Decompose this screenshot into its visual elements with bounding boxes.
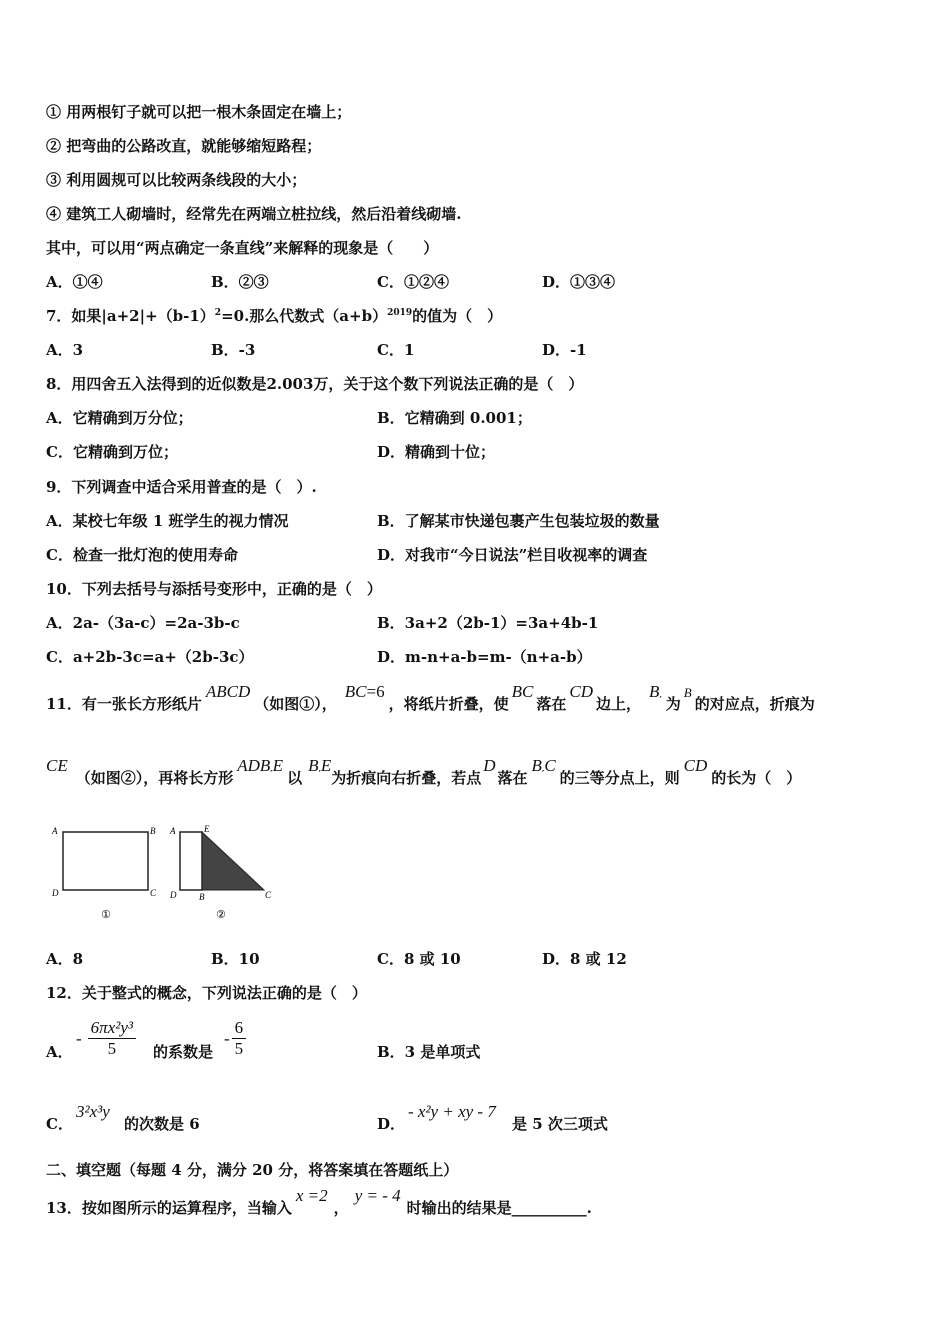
- q10-option-c: C．a+2b-3c=a+（2b-3c）: [46, 648, 254, 666]
- q7-option-a: A．3: [46, 341, 84, 359]
- q12-option-a-text: 的系数是: [153, 1043, 214, 1061]
- q10-option-b: B．3a+2（2b-1）=3a+4b-1: [377, 614, 599, 632]
- q11-option-b: B．10: [211, 950, 260, 968]
- fig1-label-d: D: [52, 888, 59, 898]
- q7-option-c: C．1: [377, 341, 415, 359]
- q12-option-d-expr: - x²y + xy - 7: [408, 1102, 496, 1121]
- fig2-label-e: E: [204, 824, 210, 834]
- q11-option-a: A．8: [46, 950, 84, 968]
- q6-option-c: C．①②④: [377, 273, 449, 291]
- fig2-label-a: A: [170, 826, 176, 836]
- fig1-caption: ①: [101, 908, 111, 921]
- q12-option-d-label: D．: [377, 1115, 406, 1133]
- q11-stem-line2: CE（如图②），再将长方形ADB′E以B′E为折痕向右折叠，若点D落在B′C的三等分点上，则CD的长为（ ）: [46, 756, 802, 787]
- q12-option-a-label: A．: [46, 1043, 73, 1061]
- fig2-caption: ②: [216, 908, 226, 921]
- q13-stem: 13．按如图所示的运算程序，当输入x =2，y = - 4时输出的结果是__________.: [46, 1186, 592, 1217]
- q11-stem-line1: 11．有一张长方形纸片ABCD（如图①），BC=6，将纸片折叠，使BC落在CD边上，B′ 为B的对应点，折痕为: [46, 682, 815, 713]
- q9-stem: 9．下列调查中适合采用普查的是（ ）.: [46, 478, 317, 496]
- section-2-heading: 二、填空题（每题 4 分，满分 20 分，将答案填在答题纸上）: [46, 1161, 459, 1179]
- fig2-label-d: D: [170, 890, 177, 900]
- q12-stem: 12．关于整式的概念，下列说法正确的是（ ）: [46, 984, 367, 1002]
- fig1-label-c: C: [150, 888, 157, 898]
- statement-4: ④ 建筑工人砌墙时，经常先在两端立桩拉线，然后沿着线砌墙.: [46, 205, 462, 223]
- q8-option-c: C．它精确到万位；: [46, 443, 178, 461]
- q8-stem: 8．用四舍五入法得到的近似数是2.003万，关于这个数下列说法正确的是（ ）: [46, 375, 584, 393]
- figure-2: [166, 822, 278, 926]
- fig2-label-c: C: [265, 890, 272, 900]
- statement-3: ③ 利用圆规可以比较两条线段的大小；: [46, 171, 307, 189]
- q8-option-d: D．精确到十位；: [377, 443, 496, 461]
- q7-option-d: D．-1: [542, 341, 587, 359]
- q12-option-a-expr: - $\frac{\text{6πx²y³}}{5}$: [76, 1018, 136, 1059]
- fig2-label-b: B: [199, 892, 205, 902]
- q12-option-c-text: 的次数是 6: [124, 1115, 200, 1133]
- q12-option-c-label: C．: [46, 1115, 73, 1133]
- q10-option-d: D．m-n+a-b=m-（n+a-b）: [377, 648, 592, 666]
- q12-option-c-expr: 3²x³y: [76, 1102, 110, 1121]
- q9-option-d: D．对我市“今日说法”栏目收视率的调查: [377, 546, 648, 564]
- q6-option-b: B．②③: [211, 273, 269, 291]
- q6-option-d: D．①③④: [542, 273, 616, 291]
- q8-option-b: B．它精确到 0.001；: [377, 409, 532, 427]
- q11-option-c: C．8 或 10: [377, 950, 461, 968]
- q9-option-c: C．检查一批灯泡的使用寿命: [46, 546, 238, 564]
- statement-2: ② 把弯曲的公路改直，就能够缩短路程；: [46, 137, 322, 155]
- q7-stem: 7．如果$|a+2|+(b-1)^2=0$.那么代数式$(a+b)^{2019}$的值为（ ）: [46, 307, 503, 325]
- statement-1: ① 用两根钉子就可以把一根木条固定在墙上；: [46, 103, 352, 121]
- q12-option-d-text: 是 5 次三项式: [512, 1115, 608, 1133]
- q8-option-a: A．它精确到万分位；: [46, 409, 193, 427]
- q9-option-a: A．某校七年级 1 班学生的视力情况: [46, 512, 289, 530]
- q10-stem: 10．下列去括号与添括号变形中，正确的是（ ）: [46, 580, 382, 598]
- q6-stem: 其中，可以用“两点确定一条直线”来解释的现象是（ ）: [46, 239, 439, 257]
- q9-option-b: B．了解某市快递包裹产生包装垃圾的数量: [377, 512, 660, 530]
- q12-option-b: B．3 是单项式: [377, 1043, 481, 1061]
- fig1-label-a: A: [52, 826, 58, 836]
- fig1-rectangle: [63, 832, 148, 890]
- fig2-shaded-triangle: [202, 832, 264, 890]
- figure-1: [48, 822, 160, 926]
- q12-option-a-coef: - $\frac{6}{5}$: [224, 1018, 246, 1059]
- fig2-rectangle: [180, 832, 202, 890]
- q6-option-a: A．①④: [46, 273, 103, 291]
- q11-option-d: D．8 或 12: [542, 950, 627, 968]
- q10-option-a: A．2a-（3a-c）=2a-3b-c: [46, 614, 240, 632]
- q7-option-b: B．-3: [211, 341, 256, 359]
- fig1-label-b: B: [150, 826, 156, 836]
